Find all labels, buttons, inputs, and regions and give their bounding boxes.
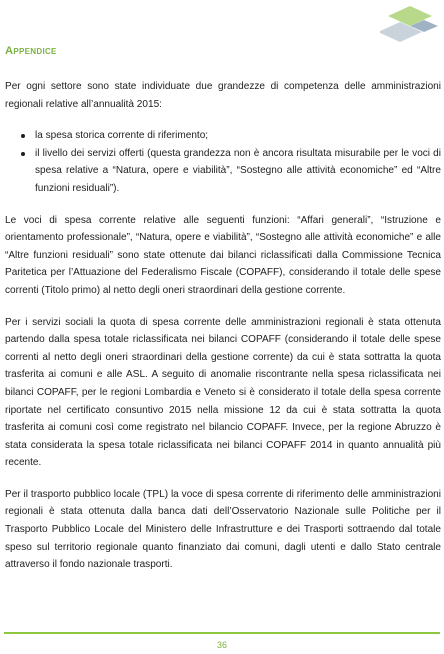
body-paragraph-functions: Le voci di spesa corrente relative alle seguenti funzioni: “Affari generali”, “Istruzione e orientamento professionale”, “Natura, opere e viabilità”, “Sostegno alle attività economiche” e alle “Altre funzioni residuali” sono state ottenute dai bilanci riclassificati dalla Commissione Tecnica Paritetica per l’Attuazione del Federalismo Fiscale (COPAFF), considerando il totale delle spese correnti (Titolo primo) al netto degli oneri straordinari della gestione corrente. [5, 214, 441, 296]
bullet-icon [21, 152, 25, 156]
isometric-logo-icon [380, 4, 440, 44]
list-item-text: la spesa storica corrente di riferimento; [35, 130, 209, 142]
section-title: Appendice [5, 45, 57, 57]
body-paragraph-social-services: Per i servizi sociali la quota di spesa corrente delle amministrazioni regionali è stata ottenuta partendo dalla spesa totale riclassificata nei bilanci COPAFF (considerando il totale delle spese correnti al netto degli oneri straordinari della gestione corrente) da cui è stata sottratta la quota trasferita ai comuni e alle ASL. A seguito di anomalie riscontrante nella spesa riclassificata nei bilanci COPAFF, per le regioni Lombardia e Veneto si è considerato il totale della spesa corrente riportate nel certificato consuntivo 2015 nella missione 12 da cui è stata sottratta la quota trasferita ai comuni così come registrato nel bilancio COPAFF. Invece, per la regione Abruzzo è stata considerata la spesa totale riclassificata nei bilanci COPAFF 2014 in quanto annualità più recente. [5, 316, 441, 469]
body-paragraph-tpl: Per il trasporto pubblico locale (TPL) la voce di spesa corrente di riferimento delle amministrazioni regionali è stata ottenuta dalla banca dati dell’Osservatorio Nazionale sulle Politiche per il Trasporto Pubblico Locale del Ministero delle Infrastrutture e dei Trasporti sottraendo dal totale speso sul territorio regionale quanto finanziato dai comuni, dagli utenti e dallo Stato centrale attraverso il fondo nazionale trasporti. [5, 488, 441, 571]
page-number: 36 [216, 640, 227, 650]
document-body [5, 78, 441, 588]
list-item-text: il livello dei servizi offerti (questa grandezza non è ancora risultata misurabile per le voci di spesa relative a “Natura, opere e viabilità”, “Sostegno alle attività economiche” ed “Altre funzioni residuali”). [35, 147, 441, 194]
list-item [5, 127, 441, 145]
footer-divider [4, 632, 440, 634]
bullet-list [5, 127, 441, 197]
intro-paragraph: Per ogni settore sono state individuate due grandezze di competenza delle amministrazioni regionali relative all’annualità 2015: [5, 81, 441, 110]
list-item [5, 145, 441, 198]
bullet-icon [21, 134, 25, 138]
